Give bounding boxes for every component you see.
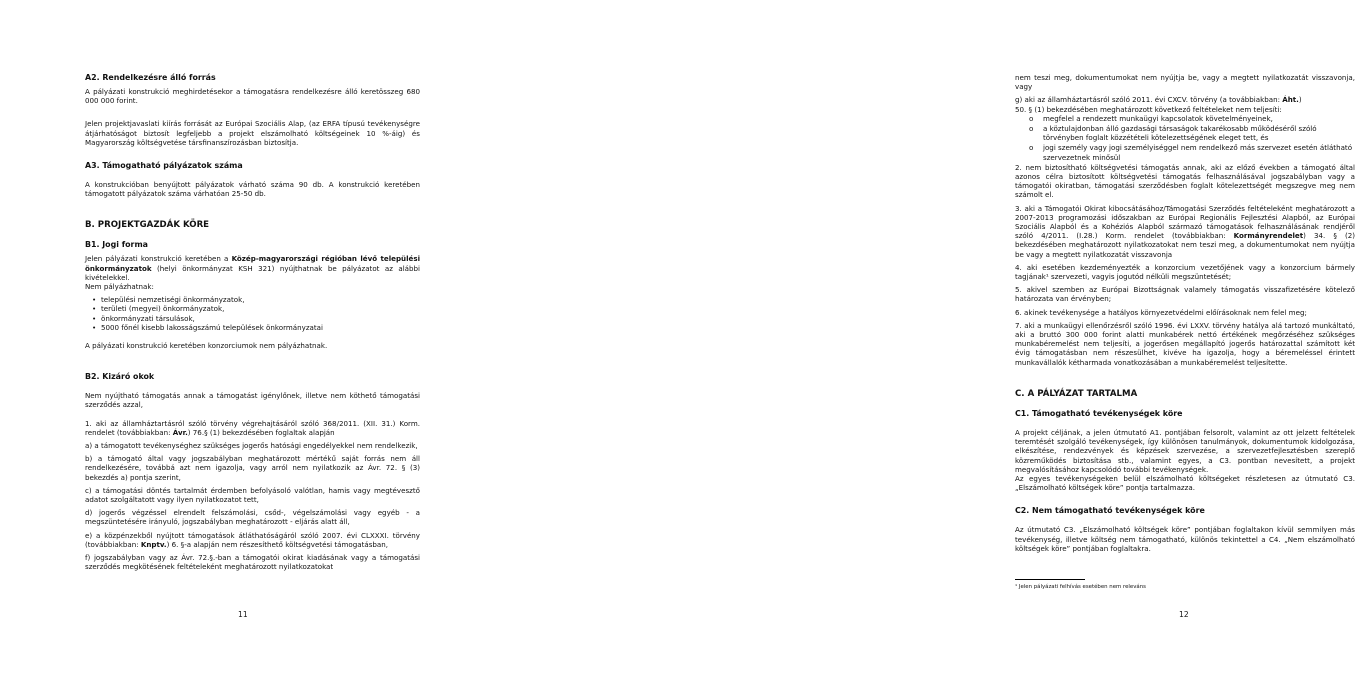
section-c2-heading: C2. Nem támogatható tevékenységek köre <box>1015 506 1205 516</box>
section-c1-heading: C1. Támogatható tevékenységek köre <box>1015 408 1183 418</box>
section-a2-heading: A2. Rendelkezésre álló forrás <box>85 73 216 82</box>
b1-paragraph-3: A pályázati konstrukció keretében konzorciumok nem pályázhatnak. <box>85 341 328 351</box>
item-6: 6. akinek tevékenysége a hatályos környezetvédelmi előírásoknak nem felel meg; <box>1015 307 1307 317</box>
c1-paragraph-1: A projekt céljának, a jelen útmutató A1. pontjában felsorolt, valamint az ott jelzett feltételek teremtését szolgáló tevékenységek, így különösen tanulmányok, dokumentumok kidolgozása, elkészítése, rendezvények és képzések szervezése, a szervezetfejlesztésben szereplő közreműködés biztosítása stb., valamint egyes, a C3. pontban nevesített, a projekt megvalósításához kapcsolódó további tevékenységek. <box>1015 427 1355 474</box>
list-item: o jogi személy vagy jogi személyiséggel nem rendelkező más szervezet esetén átlátható szervezetnek minősül <box>1043 143 1355 161</box>
b2-sub-item-a: a) a támogatott tevékenységhez szükséges jogerős hatósági engedélyekkel nem rendelkezik, <box>85 441 418 451</box>
item-g-post: ) <box>1298 95 1302 105</box>
page-number-left: 11 <box>238 610 248 619</box>
list-item: o a köztulajdonban álló gazdasági társaságok takarékosabb működéséről szóló törvényben foglalt közzétételi kötelezettségének eleget tett, és <box>1043 124 1355 142</box>
b2-item1-pre: 1. aki az államháztartásról szóló törvény végrehajtásáról szóló 368/2011. (XII. 31.) Korm. rendelet (továbbiakban: <box>85 418 420 437</box>
b2-paragraph-1: Nem nyújtható támogatás annak a támogatást igénylőnek, illetve nem köthető támogatási szerződés azzal, <box>85 391 420 410</box>
item-g-conditions: 50. § (1) bekezdésében meghatározott következő feltételeket nem teljesíti: <box>1015 104 1282 114</box>
item-3-post: ) 34. § (2) bekezdésében meghatározott nyilatkozatokat nem teszi meg, a dokumentumokat nem nyújtja be vagy a megtett nyilatkozatát visszavonja <box>1015 231 1355 259</box>
a3-paragraph-1: A konstrukcióban benyújtott pályázatok várható száma 90 db. A konstrukció keretében támogatott pályázatok száma várhatóan 25-50 db. <box>85 180 420 199</box>
section-a3-heading: A3. Támogatható pályázatok száma <box>85 161 243 171</box>
b1-p1-bold: Közép-magyarországi régióban lévő települési önkormányzatok <box>85 254 420 273</box>
b2-item1-post: ) 76.§ (1) bekezdésében foglaltak alapján <box>187 427 335 437</box>
list-item: • települési nemzetiségi önkormányzatok, <box>101 295 420 304</box>
list-item: • önkormányzati társulások, <box>101 314 420 323</box>
right-column <box>1015 73 1355 591</box>
item-4: 4. aki esetében kezdeményezték a konzorcium vezetőjének vagy a konzorcium bármely tagjának¹ szervezeti, vagyis jogutód nélküli megszüntetését; <box>1015 262 1355 282</box>
footnote-separator <box>1015 579 1085 580</box>
b2-e-bold: Knptv. <box>140 539 167 549</box>
item-g-pre: g) aki az államháztartásról szóló 2011. évi CXCV. törvény (a továbbiakban: <box>1015 95 1283 105</box>
a2-paragraph-2: Jelen projektjavaslati kiírás forrását az Európai Szociális Alap, (az ERFA típusú tevékenységre átjárhatóságot biztosít legfeljebb a projekt elszámolható költségeinek 10 %-áig) és Magyarország költségvetése társfinanszírozásban biztosítja. <box>85 119 420 147</box>
b2-e-pre: e) a közpénzekből nyújtott támogatások átláthatóságáról szóló 2007. évi CLXXXI. törvény (továbbiakban: <box>85 530 420 549</box>
b1-p1-pre: Jelen pályázati konstrukció keretében a <box>85 254 232 264</box>
item-g-bold: Áht. <box>1282 95 1299 105</box>
item-7: 7. aki a munkaügyi ellenőrzésről szóló 1996. évi LXXV. törvény hatálya alá tartozó munkáltató, aki a bruttó 300 000 forint alatti munkabérek nettó értékének megőrzéséhez szükséges munkabéremelést nem teljesíti, a jogerősen megállapító jogerős határozattal számított két évig támogatásban nem részesülhet, kivéve ha igazolja, hogy a béremeléssel érintett munkavállalók kétharmada vonatkozásában a munkabéremelést teljesítette. <box>1015 320 1355 367</box>
page-right <box>480 0 1355 677</box>
b2-sub-item-c: c) a támogatási döntés tartalmát érdemben befolyásoló valótlan, hamis vagy megtévesztő adatot szolgáltatott vagy ilyen nyilatkozatot tett, <box>85 485 420 505</box>
continuation-paragraph: nem teszi meg, dokumentumokat nem nyújtja be, vagy a megtett nyilatkozatát visszavonja, vagy <box>1015 73 1355 92</box>
item-3-bold: Kormányrendelet <box>1233 231 1304 241</box>
list-item: o megfelel a rendezett munkaügyi kapcsolatok követelményeinek, <box>1043 114 1355 123</box>
b2-sub-item-d: d) jogerős végzéssel elrendelt felszámolási, csőd-, végelszámolási vagy egyéb - a megszüntetésére irányuló, jogszabályban meghatározott - eljárás alatt áll, <box>85 508 420 527</box>
section-b1-heading: B1. Jogi forma <box>85 240 148 250</box>
b1-exclusion-list <box>85 295 420 332</box>
b2-item1-bold: Ávr. <box>172 427 188 437</box>
c1-paragraph-2: Az egyes tevékenységeken belül elszámolható költségeket részletesen az útmutató C3. „Elszámolható költségek köre” pontja tartalmazza. <box>1015 473 1355 493</box>
b1-paragraph-1 <box>85 254 420 282</box>
b2-item-1 <box>85 419 420 437</box>
b2-e-post: ) 6. §-a alapján nem részesíthető költségvetési támogatásban, <box>166 539 389 549</box>
c2-paragraph-1: Az útmutató C3. „Elszámolható költségek köre” pontjában foglaltakon kívül semmilyen más tevékenység, illetve költség nem támogatható, különös tekintettel a C4. „Nem elszámolható költségek köre” pontjában foglaltakra. <box>1015 525 1355 553</box>
list-item: • 5000 főnél kisebb lakosságszámú települések önkormányzatai <box>101 323 420 332</box>
item-g <box>1015 95 1355 104</box>
section-b2-heading: B2. Kizáró okok <box>85 372 155 382</box>
b2-sub-item-b: b) a támogató által vagy jogszabályban meghatározott mértékű saját forrás nem áll rendelkezésére, továbbá azt nem igazolja, vagy arról nem nyilatkozik az Ávr. 72. § (3) bekezdés a) pontja szerint, <box>85 454 420 482</box>
b1-paragraph-2: Nem pályázhatnak: <box>85 282 154 292</box>
footnote: ¹ Jelen pályázati felhívás esetében nem releváns <box>1015 583 1146 590</box>
list-item: • területi (megyei) önkormányzatok, <box>101 304 420 313</box>
page-left <box>0 0 480 677</box>
a2-paragraph-1: A pályázati konstrukció meghirdetésekor a támogatásra rendelkezésre álló keretösszeg 680 000 000 forint. <box>85 87 420 106</box>
b2-sub-item-f: f) jogszabályban vagy az Ávr. 72.§.-ban a támogatói okirat kiadásának vagy a támogatási szerződés megkötésének feltételeként meghatározott nyilatkozatokat <box>85 553 420 572</box>
condition-list <box>1015 114 1355 162</box>
item-3-pre: 3. aki a Támogatói Okirat kibocsátásához/Támogatási Szerződés feltételeként meghatározott a 2007-2013 programozási időszakban az Európai Regionális Fejlesztési Alapból, az Európai Szociális Alapból és a Kohéziós Alapból származó támogatások felhasználásának rendjéről szóló 4/2011. (I.28.) Korm. rendelet (továbbiakban: <box>1015 203 1355 241</box>
section-b-heading: B. PROJEKTGAZDÁK KÖRE <box>85 220 210 231</box>
page-number-right: 12 <box>1179 610 1189 619</box>
b2-sub-item-e <box>85 531 420 549</box>
b1-p1-post: (helyi önkormányzat KSH 321) nyújthatnak be pályázatot az alábbi kivételekkel. <box>85 263 420 282</box>
item-5: 5. akivel szemben az Európai Bizottságnak valamely támogatás visszafizetésére kötelező határozata van érvényben; <box>1015 285 1355 304</box>
item-3 <box>1015 204 1355 259</box>
item-2: 2. nem biztosítható költségvetési támogatás annak, aki az előző években a támogató által azonos célra biztosított költségvetési támogatás felhasználásával jogszabályban vagy a támogatói okiratban, támogatási szerződésben foglalt kötelezettségét megszegve meg nem számolt el. <box>1015 162 1355 200</box>
section-c-heading: C. A PÁLYÁZAT TARTALMA <box>1015 388 1138 399</box>
left-column <box>85 73 420 572</box>
